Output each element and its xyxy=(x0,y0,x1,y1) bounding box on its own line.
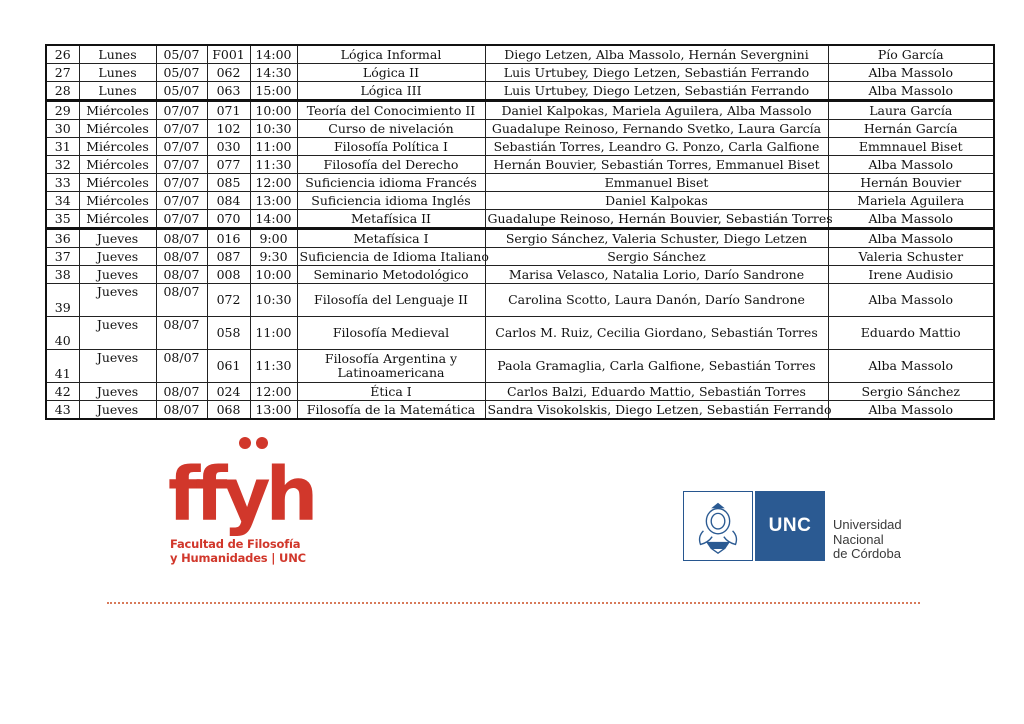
cell-num: 31 xyxy=(46,138,79,156)
cell-subject: Metafísica II xyxy=(297,210,485,229)
cell-day: Jueves xyxy=(79,383,156,401)
table-row xyxy=(46,120,994,138)
cell-subject: Lógica III xyxy=(297,82,485,101)
cell-tribunal: Luis Urtubey, Diego Letzen, Sebastián Ferrando xyxy=(485,82,828,101)
cell-time: 11:00 xyxy=(250,317,297,350)
cell-time: 14:00 xyxy=(250,210,297,229)
cell-president: Alba Massolo xyxy=(828,156,994,174)
table-row xyxy=(46,401,994,420)
cell-president: Sergio Sánchez xyxy=(828,383,994,401)
cell-subject: Filosofía Política I xyxy=(297,138,485,156)
ffyh-logo xyxy=(168,436,314,566)
cell-code: 072 xyxy=(207,284,250,317)
cell-time: 12:00 xyxy=(250,383,297,401)
cell-num: 35 xyxy=(46,210,79,229)
cell-date: 08/07 xyxy=(156,383,207,401)
cell-num: 27 xyxy=(46,64,79,82)
cell-president: Alba Massolo xyxy=(828,229,994,248)
cell-day: Lunes xyxy=(79,45,156,64)
cell-code: 061 xyxy=(207,350,250,383)
cell-tribunal: Carlos Balzi, Eduardo Mattio, Sebastián Torres xyxy=(485,383,828,401)
cell-subject: Curso de nivelación xyxy=(297,120,485,138)
cell-date: 08/07 xyxy=(156,266,207,284)
cell-president: Eduardo Mattio xyxy=(828,317,994,350)
cell-subject: Filosofía Medieval xyxy=(297,317,485,350)
cell-subject: Seminario Metodológico xyxy=(297,266,485,284)
table-row xyxy=(46,210,994,229)
unc-name-line1: Universidad xyxy=(833,517,902,532)
cell-tribunal: Guadalupe Reinoso, Fernando Svetko, Laura García xyxy=(485,120,828,138)
table-row xyxy=(46,229,994,248)
cell-date: 08/07 xyxy=(156,248,207,266)
cell-date: 07/07 xyxy=(156,156,207,174)
table-row xyxy=(46,101,994,120)
cell-time: 13:00 xyxy=(250,192,297,210)
cell-subject: Lógica Informal xyxy=(297,45,485,64)
cell-day: Jueves xyxy=(79,248,156,266)
table-row xyxy=(46,82,994,101)
cell-date: 05/07 xyxy=(156,64,207,82)
cell-date: 07/07 xyxy=(156,138,207,156)
cell-time: 11:00 xyxy=(250,138,297,156)
cell-subject: Filosofía de la Matemática xyxy=(297,401,485,420)
cell-date: 08/07 xyxy=(156,350,207,383)
cell-time: 10:30 xyxy=(250,120,297,138)
unc-university-name xyxy=(833,518,902,562)
cell-tribunal: Sergio Sánchez, Valeria Schuster, Diego Letzen xyxy=(485,229,828,248)
cell-president: Alba Massolo xyxy=(828,350,994,383)
table-row xyxy=(46,45,994,64)
cell-president: Valeria Schuster xyxy=(828,248,994,266)
table-row xyxy=(46,266,994,284)
cell-subject: Suficiencia idioma Francés xyxy=(297,174,485,192)
cell-date: 08/07 xyxy=(156,401,207,420)
cell-code: 062 xyxy=(207,64,250,82)
cell-num: 42 xyxy=(46,383,79,401)
cell-time: 9:30 xyxy=(250,248,297,266)
cell-date: 05/07 xyxy=(156,82,207,101)
footer-dotted-divider xyxy=(107,602,920,604)
cell-num: 29 xyxy=(46,101,79,120)
cell-time: 10:30 xyxy=(250,284,297,317)
cell-num: 32 xyxy=(46,156,79,174)
cell-num: 43 xyxy=(46,401,79,420)
cell-president: Alba Massolo xyxy=(828,401,994,420)
unc-emblem-box xyxy=(683,491,753,561)
table-row xyxy=(46,174,994,192)
cell-subject: Lógica II xyxy=(297,64,485,82)
cell-num: 37 xyxy=(46,248,79,266)
cell-code: 063 xyxy=(207,82,250,101)
cell-date: 07/07 xyxy=(156,101,207,120)
cell-num: 38 xyxy=(46,266,79,284)
cell-time: 15:00 xyxy=(250,82,297,101)
ffyh-logo-mark xyxy=(168,436,314,538)
cell-president: Alba Massolo xyxy=(828,284,994,317)
cell-day: Jueves xyxy=(79,266,156,284)
cell-subject: Metafísica I xyxy=(297,229,485,248)
cell-president: Pío García xyxy=(828,45,994,64)
cell-code: 030 xyxy=(207,138,250,156)
cell-tribunal: Carlos M. Ruiz, Cecilia Giordano, Sebastián Torres xyxy=(485,317,828,350)
cell-code: 084 xyxy=(207,192,250,210)
cell-day: Miércoles xyxy=(79,101,156,120)
unc-label-box: UNC xyxy=(755,491,825,561)
cell-president: Irene Audisio xyxy=(828,266,994,284)
cell-tribunal: Emmanuel Biset xyxy=(485,174,828,192)
cell-subject: Filosofía del Lenguaje II xyxy=(297,284,485,317)
cell-tribunal: Sandra Visokolskis, Diego Letzen, Sebastián Ferrando xyxy=(485,401,828,420)
cell-tribunal: Paola Gramaglia, Carla Galfione, Sebastián Torres xyxy=(485,350,828,383)
table-row xyxy=(46,248,994,266)
cell-code: 077 xyxy=(207,156,250,174)
cell-time: 12:00 xyxy=(250,174,297,192)
cell-subject: Teoría del Conocimiento II xyxy=(297,101,485,120)
cell-time: 10:00 xyxy=(250,101,297,120)
cell-day: Miércoles xyxy=(79,120,156,138)
unc-logo xyxy=(683,491,913,563)
cell-code: 102 xyxy=(207,120,250,138)
cell-president: Alba Massolo xyxy=(828,82,994,101)
cell-time: 11:30 xyxy=(250,156,297,174)
ffyh-name-line1: Facultad de Filosofía xyxy=(170,537,301,551)
cell-tribunal: Daniel Kalpokas, Mariela Aguilera, Alba Massolo xyxy=(485,101,828,120)
table-row xyxy=(46,64,994,82)
cell-date: 08/07 xyxy=(156,284,207,317)
table-row xyxy=(46,284,994,317)
cell-time: 14:00 xyxy=(250,45,297,64)
cell-day: Jueves xyxy=(79,229,156,248)
cell-date: 07/07 xyxy=(156,192,207,210)
cell-code: 058 xyxy=(207,317,250,350)
cell-day: Miércoles xyxy=(79,138,156,156)
cell-tribunal: Guadalupe Reinoso, Hernán Bouvier, Sebastián Torres xyxy=(485,210,828,229)
cell-tribunal: Sebastián Torres, Leandro G. Ponzo, Carla Galfione xyxy=(485,138,828,156)
cell-date: 08/07 xyxy=(156,229,207,248)
cell-date: 05/07 xyxy=(156,45,207,64)
cell-code: 016 xyxy=(207,229,250,248)
cell-subject: Suficiencia de Idioma Italiano xyxy=(297,248,485,266)
cell-time: 10:00 xyxy=(250,266,297,284)
cell-president: Emmnauel Biset xyxy=(828,138,994,156)
table-row xyxy=(46,383,994,401)
cell-subject: Filosofía Argentina y Latinoamericana xyxy=(297,350,485,383)
ffyh-name-line2: y Humanidades | UNC xyxy=(170,551,306,565)
cell-day: Jueves xyxy=(79,284,156,317)
cell-tribunal: Marisa Velasco, Natalia Lorio, Darío Sandrone xyxy=(485,266,828,284)
cell-time: 13:00 xyxy=(250,401,297,420)
cell-num: 30 xyxy=(46,120,79,138)
cell-president: Hernán García xyxy=(828,120,994,138)
cell-num: 26 xyxy=(46,45,79,64)
cell-tribunal: Diego Letzen, Alba Massolo, Hernán Severgnini xyxy=(485,45,828,64)
cell-day: Miércoles xyxy=(79,156,156,174)
cell-date: 07/07 xyxy=(156,210,207,229)
cell-num: 40 xyxy=(46,317,79,350)
cell-num: 34 xyxy=(46,192,79,210)
cell-subject: Filosofía del Derecho xyxy=(297,156,485,174)
exam-schedule-table xyxy=(45,44,995,420)
cell-president: Hernán Bouvier xyxy=(828,174,994,192)
cell-date: 08/07 xyxy=(156,317,207,350)
cell-code: 070 xyxy=(207,210,250,229)
cell-tribunal: Daniel Kalpokas xyxy=(485,192,828,210)
cell-president: Alba Massolo xyxy=(828,64,994,82)
cell-date: 07/07 xyxy=(156,174,207,192)
cell-num: 36 xyxy=(46,229,79,248)
cell-num: 39 xyxy=(46,284,79,317)
cell-subject: Ética I xyxy=(297,383,485,401)
cell-code: 085 xyxy=(207,174,250,192)
cell-code: 008 xyxy=(207,266,250,284)
table-row xyxy=(46,192,994,210)
cell-day: Jueves xyxy=(79,401,156,420)
cell-tribunal: Hernán Bouvier, Sebastián Torres, Emmanuel Biset xyxy=(485,156,828,174)
cell-president: Mariela Aguilera xyxy=(828,192,994,210)
cell-date: 07/07 xyxy=(156,120,207,138)
cell-code: 071 xyxy=(207,101,250,120)
cell-time: 11:30 xyxy=(250,350,297,383)
unc-name-line3: de Córdoba xyxy=(833,546,901,561)
cell-day: Jueves xyxy=(79,350,156,383)
cell-num: 33 xyxy=(46,174,79,192)
ffyh-logo-text: ffyh xyxy=(168,452,314,538)
cell-tribunal: Luis Urtubey, Diego Letzen, Sebastián Ferrando xyxy=(485,64,828,82)
table-row xyxy=(46,350,994,383)
cell-time: 14:30 xyxy=(250,64,297,82)
cell-day: Lunes xyxy=(79,64,156,82)
table-row xyxy=(46,317,994,350)
cell-code: 087 xyxy=(207,248,250,266)
cell-president: Laura García xyxy=(828,101,994,120)
unc-name-line2: Nacional xyxy=(833,531,884,547)
cell-president: Alba Massolo xyxy=(828,210,994,229)
cell-num: 28 xyxy=(46,82,79,101)
cell-subject: Suficiencia idioma Inglés xyxy=(297,192,485,210)
cell-time: 9:00 xyxy=(250,229,297,248)
table-row xyxy=(46,138,994,156)
cell-day: Jueves xyxy=(79,317,156,350)
cell-code: F001 xyxy=(207,45,250,64)
cell-day: Miércoles xyxy=(79,192,156,210)
cell-day: Miércoles xyxy=(79,210,156,229)
cell-tribunal: Carolina Scotto, Laura Danón, Darío Sandrone xyxy=(485,284,828,317)
cell-code: 024 xyxy=(207,383,250,401)
unc-coat-of-arms-icon xyxy=(684,492,752,560)
cell-day: Miércoles xyxy=(79,174,156,192)
cell-tribunal: Sergio Sánchez xyxy=(485,248,828,266)
table-row xyxy=(46,156,994,174)
cell-day: Lunes xyxy=(79,82,156,101)
cell-num: 41 xyxy=(46,350,79,383)
cell-code: 068 xyxy=(207,401,250,420)
